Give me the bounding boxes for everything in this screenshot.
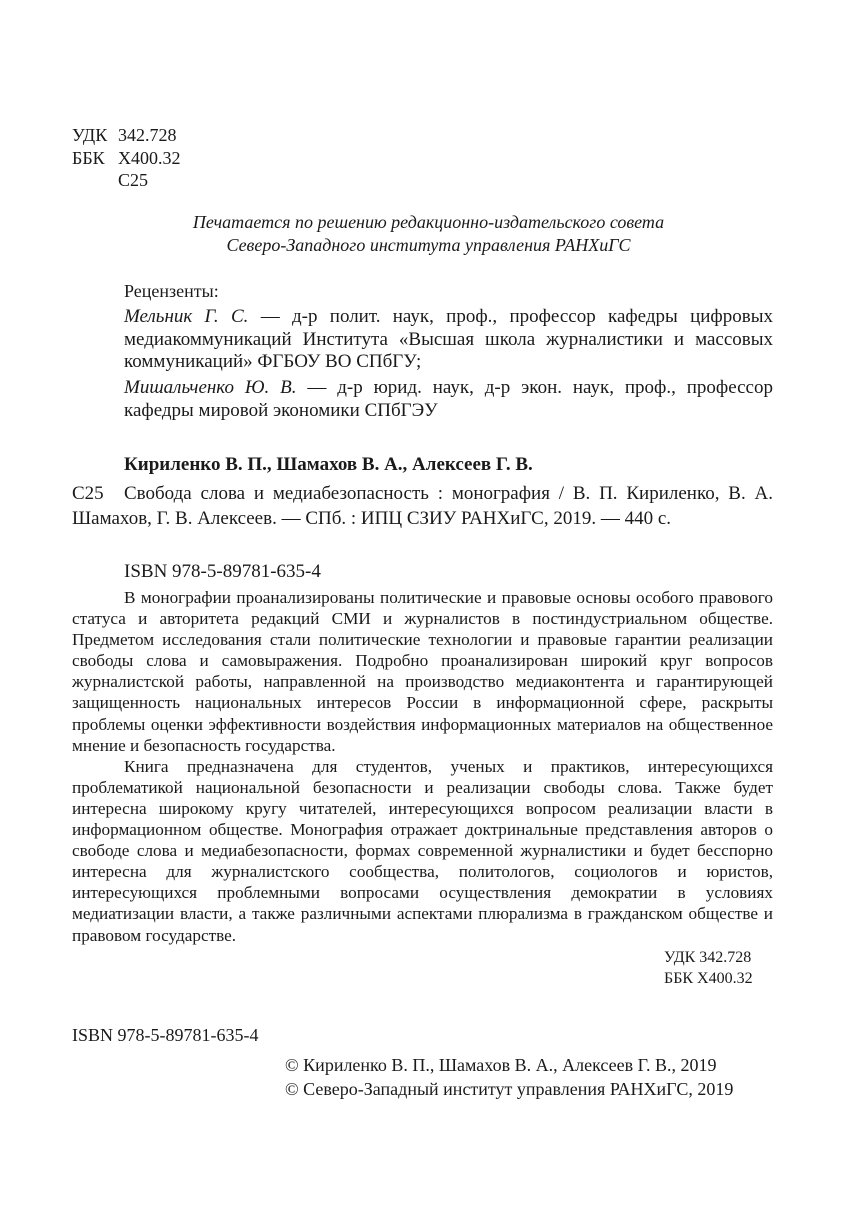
classification-codes bbox=[72, 124, 181, 192]
reviewer-2-name: Мишальченко Ю. В. bbox=[124, 377, 297, 398]
reviewers-label: Рецензенты: bbox=[124, 281, 219, 301]
bibliography-authors: Кириленко В. П., Шамахов В. А., Алексеев Г. В. bbox=[124, 454, 533, 475]
author-code: С25 bbox=[118, 170, 149, 190]
footer-codes bbox=[664, 947, 753, 989]
bbk-value: Х400.32 bbox=[118, 147, 181, 168]
copyright-institute: © Северо-Западный институт управления РАНХиГС, 2019 bbox=[285, 1079, 734, 1099]
resolution-line-1: Печатается по решению редакционно-издательского совета bbox=[192, 212, 665, 232]
reviewer-1-name: Мельник Г. С. bbox=[124, 306, 249, 327]
resolution-line-2: Северо-Западного института управления РАНХиГС bbox=[226, 234, 631, 255]
bbk-label: ББК bbox=[72, 147, 105, 168]
reviewer-1-credentials: — д-р полит. наук, проф., профессор кафедры цифровых медиакоммуникаций Института «Высшая школа журналистики и массовых коммуникаций» ФГБОУ ВО СПбГУ; bbox=[124, 306, 773, 373]
footer-udk: УДК 342.728 bbox=[664, 949, 752, 966]
copyright-block bbox=[285, 1053, 733, 1101]
udk-row bbox=[72, 124, 181, 147]
publication-resolution bbox=[60, 211, 797, 256]
udk-value: 342.728 bbox=[118, 125, 177, 145]
reviewer-2 bbox=[124, 377, 773, 422]
abstract-paragraph-1: В монографии проанализированы политические и правовые основы особого правового статуса и авторитета редакций СМИ и журналистов в постиндустриальном обществе. Предметом исследования стали политические технологии и правовые гарантии реализации свободы слова и самовыражения. Подробно проанализирован широкий круг вопросов журналистской работы, направленной на производство медиаконтента и гарантирующей защищенность национальных интересов России в информационной сфере, раскрыты проблемы оценки эффективности воздействия информационных материалов на общественное мнение и безопасность государства. bbox=[72, 588, 773, 755]
reviewer-2-credentials: — д-р юрид. наук, д-р экон. наук, проф., профессор кафедры мировой экономики СПбГЭУ bbox=[124, 377, 773, 421]
isbn-bottom: ISBN 978-5-89781-635-4 bbox=[72, 1025, 259, 1045]
copyright-authors: © Кириленко В. П., Шамахов В. А., Алексеев Г. В., 2019 bbox=[285, 1055, 717, 1075]
bibliography-isbn: ISBN 978-5-89781-635-4 bbox=[124, 561, 321, 582]
udk-label: УДК bbox=[72, 125, 108, 145]
footer-bbk: ББК Х400.32 bbox=[664, 970, 753, 987]
abstract-paragraph-2: Книга предназначена для студентов, ученых и практиков, интересующихся проблематикой национальной безопасности и реализации свободы слова. Также будет интересна широкому кругу читателей, интересующихся вопросом реализации власти в информационном обществе. Монография отражает доктринальные представления авторов о свободе слова и медиабезопасности, формах современной журналистики и будет бесспорно интересна для журналистского сообщества, политологов, социологов и юристов, интересующихся проблемными вопросами осуществления демократии в условиях медиатизации власти, а также различными аспектами плюрализма в гражданском обществе и правовом государстве. bbox=[72, 756, 773, 945]
bibliography-description: Свобода слова и медиабезопасность : монография / В. П. Кириленко, В. А. Шамахов, Г. В. Алексеев. — СПб. : ИПЦ СЗИУ РАНХиГС, 2019. — 440 с. bbox=[72, 483, 773, 529]
bbk-row bbox=[72, 147, 181, 170]
abstract bbox=[72, 587, 773, 946]
bibliography-code: С25 bbox=[72, 483, 104, 504]
reviewer-1 bbox=[124, 306, 773, 374]
